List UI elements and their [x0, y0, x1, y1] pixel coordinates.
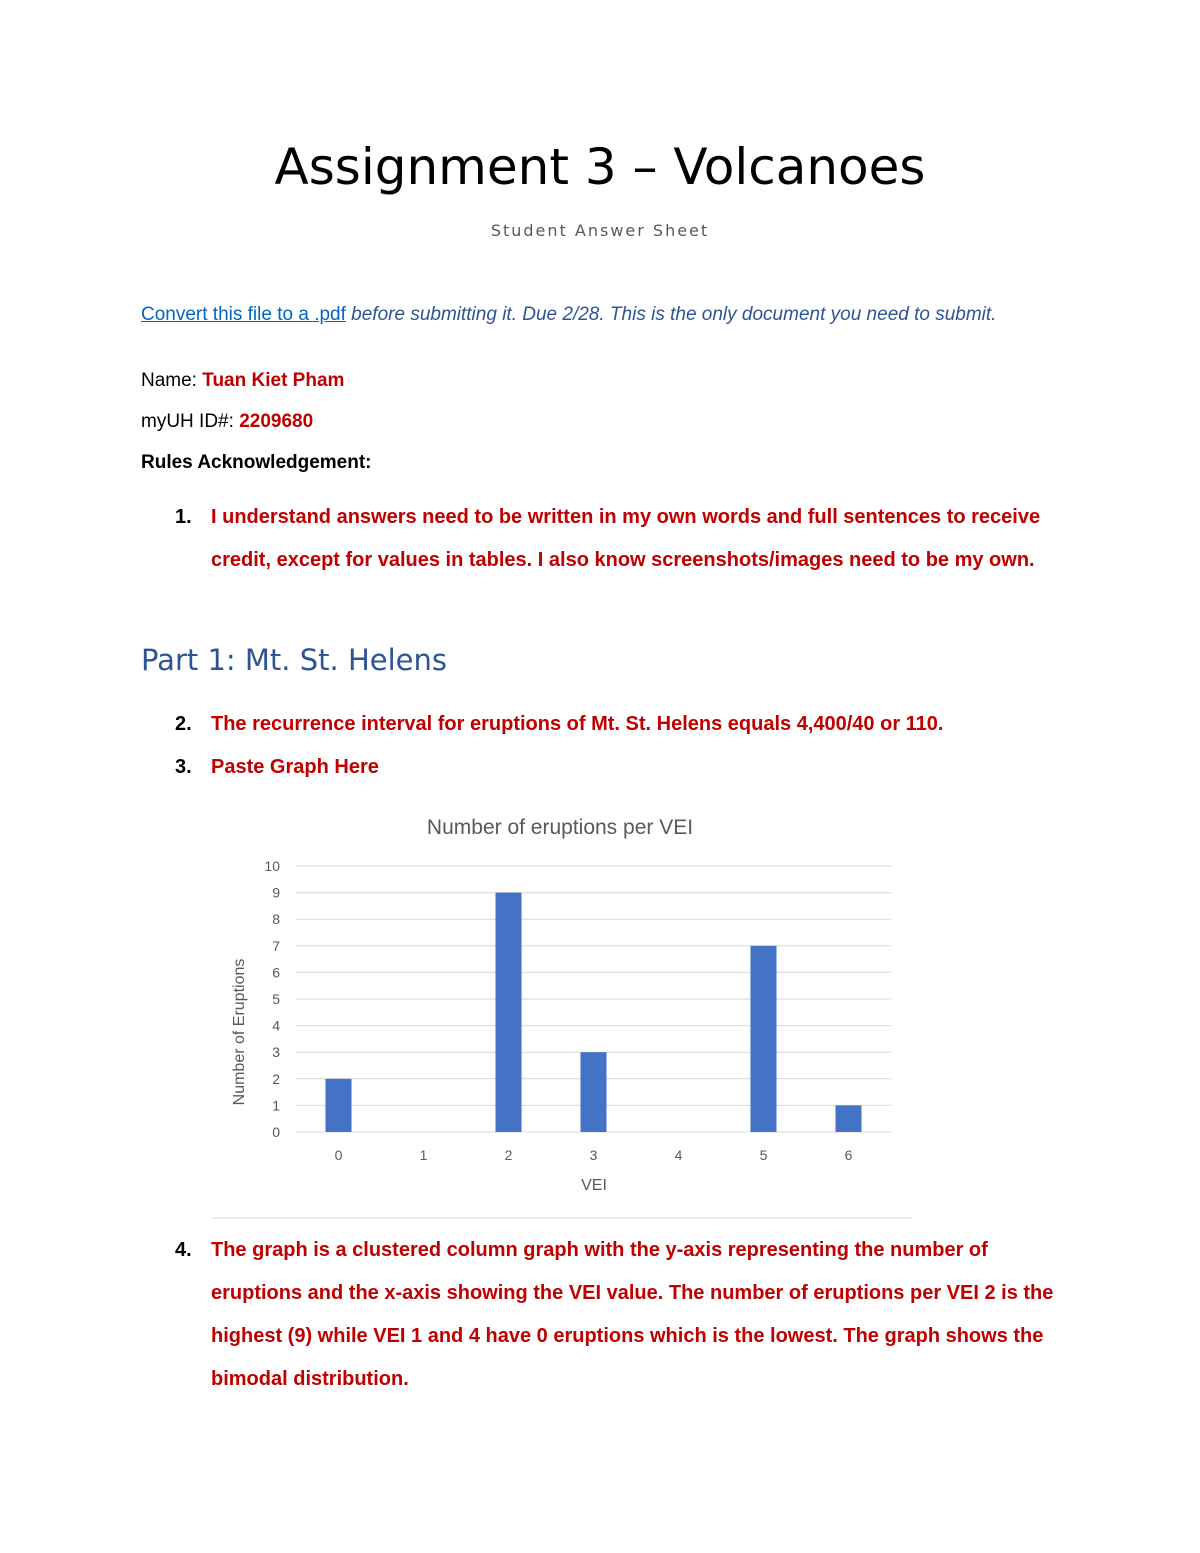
id-field	[141, 411, 313, 433]
x-tick-label: 2	[504, 1147, 513, 1163]
answer-text: The graph is a clustered column graph with the y-axis representing the number of eruptions and the x-axis showing the VEI value. The number of eruptions per VEI 2 is the highest (9) while VEI 1 and 4 have 0 eruptions which is the lowest. The graph shows the bimodal distribution.	[211, 1239, 1054, 1390]
chart-bars	[326, 893, 862, 1132]
x-tick-label: 1	[419, 1147, 428, 1163]
id-value: 2209680	[239, 411, 314, 432]
y-axis-label: Number of Eruptions	[231, 958, 248, 1106]
y-tick-label: 6	[272, 964, 280, 981]
y-axis-ticks	[264, 858, 280, 1140]
question-3	[141, 746, 1061, 789]
bar-vei-5	[751, 946, 777, 1132]
y-tick-label: 8	[272, 911, 280, 928]
y-tick-label: 4	[272, 1017, 280, 1034]
answer-text: The recurrence interval for eruptions of Mt. St. Helens equals 4,400/40 or 110.	[211, 713, 944, 735]
name-value: Tuan Kiet Pham	[202, 370, 345, 391]
question-1	[141, 496, 1061, 582]
intro-instructions	[141, 300, 1061, 329]
name-field	[141, 370, 344, 392]
y-tick-label: 10	[264, 858, 280, 874]
x-tick-label: 4	[674, 1147, 683, 1163]
id-label: myUH ID#:	[141, 411, 240, 432]
answer-text: I understand answers need to be written in my own words and full sentences to receive credit, except for values in tables. I also know screenshots/images need to be my own.	[211, 506, 1041, 571]
question-number: 3.	[175, 756, 192, 778]
x-axis-ticks	[335, 1147, 853, 1163]
y-tick-label: 0	[272, 1124, 280, 1140]
x-tick-label: 6	[844, 1147, 853, 1163]
y-tick-label: 5	[272, 991, 280, 1007]
y-tick-label: 3	[272, 1044, 280, 1061]
question-2	[141, 703, 1061, 746]
document-subtitle: Student Answer Sheet	[490, 221, 710, 240]
x-tick-label: 0	[334, 1147, 343, 1163]
question-number: 1.	[175, 506, 192, 528]
bar-vei-3	[581, 1052, 607, 1132]
y-tick-label: 1	[272, 1097, 280, 1114]
intro-text: before submitting it. Due 2/28. This is the only document you need to submit.	[345, 304, 997, 325]
chart-title: Number of eruptions per VEI	[426, 816, 694, 839]
x-tick-label: 3	[589, 1147, 598, 1163]
y-tick-label: 7	[272, 937, 280, 954]
bar-vei-6	[836, 1105, 862, 1132]
part1-heading: Part 1: Mt. St. Helens	[141, 643, 447, 677]
convert-pdf-link[interactable]: Convert this file to a .pdf	[141, 304, 346, 325]
bar-vei-0	[326, 1079, 352, 1132]
question-number: 4.	[175, 1239, 192, 1261]
name-label: Name:	[141, 370, 203, 391]
x-axis-label: VEI	[581, 1177, 607, 1194]
rules-label: Rules Acknowledgement:	[141, 452, 372, 473]
bar-vei-2	[496, 893, 522, 1132]
y-tick-label: 2	[272, 1070, 280, 1087]
y-tick-label: 9	[272, 884, 280, 901]
answer-text: Paste Graph Here	[211, 756, 379, 778]
document-title: Assignment 3 – Volcanoes	[274, 138, 926, 196]
question-4	[141, 1229, 1061, 1401]
x-tick-label: 5	[759, 1147, 768, 1163]
question-number: 2.	[175, 713, 192, 735]
eruptions-bar-chart	[212, 800, 912, 1220]
